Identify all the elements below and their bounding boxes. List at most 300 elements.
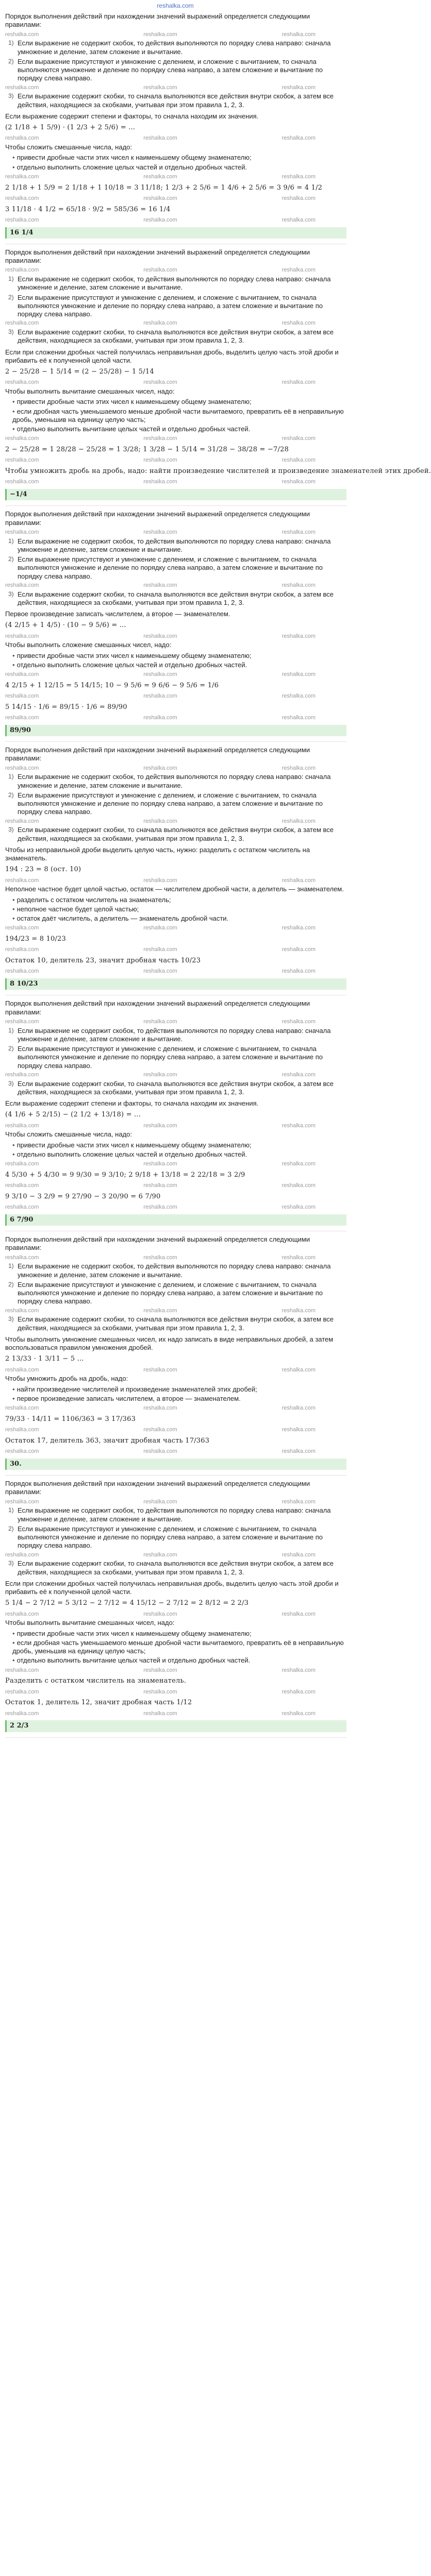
- watermark-text: reshalka.com: [143, 1018, 177, 1025]
- steps-list: [12, 154, 346, 172]
- rule-text: Если выражение содержит скобки, то сначала выполняются все действия внутри скобок, а затем все действия, находящиеся за скобками, учитывая при этом правила 1, 2, 3.: [18, 328, 334, 345]
- watermark-text: reshalka.com: [5, 1018, 39, 1025]
- watermark-text: reshalka.com: [5, 765, 39, 771]
- answer-box: [5, 978, 346, 990]
- watermark-text: reshalka.com: [5, 135, 39, 142]
- intro-text: Порядок выполнения действий при нахождении значений выражений определяется следующими правилами:: [5, 12, 310, 29]
- watermark-row: [5, 1019, 346, 1026]
- watermark-text: reshalka.com: [5, 1122, 39, 1129]
- watermark-text: reshalka.com: [143, 195, 177, 201]
- rule-number: 2): [8, 791, 14, 799]
- answer-value: 2 2/3: [10, 1722, 29, 1730]
- watermark-text: reshalka.com: [281, 1611, 316, 1617]
- formula-line: Чтобы умножить дробь на дробь, надо: найти произведение числителей и произведение знаменателей этих дробей.: [5, 467, 431, 475]
- rule-text: Если выражение не содержит скобок, то действия выполняются по порядку слева направо: сначала умножение и деление, затем сложение и вычитание.: [18, 537, 331, 553]
- formula-line: 5 1/4 − 2 7/12 = 5 3/12 − 2 7/12 = 4 15/12 − 2 7/12 = 2 8/12 = 2 2/3: [5, 1599, 249, 1607]
- answer-box: [5, 227, 346, 239]
- watermark-row: [5, 135, 346, 142]
- step-bullet: •: [12, 425, 15, 433]
- step-text: найти произведение числителей и произведение знаменателей этих дробей;: [16, 1385, 257, 1393]
- step-bullet: •: [12, 914, 15, 922]
- watermark-text: reshalka.com: [281, 1182, 316, 1189]
- rule-text: Если выражение содержит скобки, то сначала выполняются все действия внутри скобок, а затем все действия, находящиеся за скобками, учитывая при этом правила 1, 2, 3.: [18, 1315, 334, 1332]
- section-divider: [5, 505, 346, 506]
- watermark-row: [5, 1689, 346, 1696]
- watermark-text: reshalka.com: [143, 479, 177, 485]
- steps-list: [12, 398, 346, 433]
- solution-block: [5, 12, 346, 244]
- watermark-text: reshalka.com: [5, 479, 39, 485]
- rule-number: 1): [8, 773, 14, 781]
- watermark-text: reshalka.com: [281, 267, 316, 274]
- watermark-text: reshalka.com: [281, 1667, 316, 1673]
- step-item: [12, 408, 346, 425]
- watermark-text: reshalka.com: [5, 1254, 39, 1261]
- step-item: [12, 905, 346, 913]
- document-body: [0, 12, 431, 1738]
- watermark-text: reshalka.com: [281, 529, 316, 535]
- step-bullet: •: [12, 1638, 15, 1647]
- steps-title: Неполное частное будет целой частью, остаток — числителем дробной части, а делитель — знаменателем.: [5, 885, 344, 893]
- rule-item: [8, 1262, 346, 1279]
- watermark-text: reshalka.com: [281, 693, 316, 699]
- formula-line: 2 13/33 · 1 3/11 − 5 ...: [5, 1355, 84, 1363]
- watermark-row: [5, 1161, 346, 1168]
- rule-number: 3): [8, 826, 14, 834]
- rule-item: [8, 1027, 346, 1044]
- step-bullet: •: [12, 895, 15, 904]
- watermark-text: reshalka.com: [143, 877, 177, 884]
- answer-box: [5, 725, 346, 736]
- watermark-text: reshalka.com: [143, 1688, 177, 1695]
- formula-line: 4 2/15 + 1 12/15 = 5 14/15; 10 − 9 5/6 = 9 6/6 − 9 5/6 = 1/6: [5, 681, 219, 689]
- rule-item: [8, 555, 346, 581]
- watermark-text: reshalka.com: [5, 1204, 39, 1210]
- watermark-row: [5, 1072, 346, 1079]
- rule-text: Если выражение присутствуют и умножение с делением, и сложение с вычитанием, то сначала выполняются умножение и деление по порядку слева направо, а затем сложение и вычитание по порядку слева направо.: [18, 293, 323, 318]
- watermark-text: reshalka.com: [281, 1366, 316, 1373]
- watermark-text: reshalka.com: [281, 1307, 316, 1314]
- watermark-row: [5, 1308, 346, 1315]
- answer-value: −1/4: [10, 490, 27, 498]
- rule-number: 1): [8, 275, 14, 282]
- answer-box: [5, 489, 346, 500]
- watermark-text: reshalka.com: [143, 173, 177, 180]
- watermark-text: reshalka.com: [143, 1122, 177, 1129]
- watermark-text: reshalka.com: [5, 320, 39, 327]
- step-text: отдельно выполнить сложение целых частей и отдельно дробных частей.: [16, 163, 247, 171]
- step-item: [12, 425, 346, 433]
- rule-text: Если выражение содержит скобки, то сначала выполняются все действия внутри скобок, а затем все действия, находящиеся за скобками, учитывая при этом правила 1, 2, 3.: [18, 1560, 334, 1576]
- step-item: [12, 914, 346, 923]
- rule-number: 3): [8, 1315, 14, 1323]
- watermark-text: reshalka.com: [281, 968, 316, 975]
- watermark-text: reshalka.com: [5, 946, 39, 953]
- watermark-text: reshalka.com: [143, 765, 177, 771]
- step-item: [12, 1656, 346, 1665]
- step-bullet: •: [12, 1629, 15, 1637]
- rule-item: [8, 590, 346, 607]
- step-text: отдельно выполнить вычитание целых частей и отдельно дробных частей.: [16, 1656, 251, 1665]
- task-note: Чтобы из неправильной дроби выделить целую часть, нужно: разделить с остатком числитель на знаменатель.: [5, 845, 310, 862]
- rule-item: [8, 1525, 346, 1550]
- watermark-row: [5, 1367, 346, 1374]
- step-bullet: •: [12, 154, 15, 162]
- task-note: Если выражение содержит степени и факторы, то сначала находим их значения.: [5, 112, 259, 120]
- watermark-text: reshalka.com: [5, 267, 39, 274]
- watermark-row: [5, 1405, 346, 1412]
- rule-text: Если выражение присутствуют и умножение с делением, и сложение с вычитанием, то сначала выполняются умножение и деление по порядку слева направо, а затем сложение и вычитание по порядку слева направо.: [18, 1280, 323, 1306]
- steps-list: [12, 652, 346, 670]
- rule-item: [8, 1315, 346, 1332]
- watermark-text: reshalka.com: [281, 1254, 316, 1261]
- watermark-text: reshalka.com: [281, 216, 316, 223]
- watermark-row: [5, 217, 346, 224]
- rule-item: [8, 92, 346, 109]
- watermark-text: reshalka.com: [281, 925, 316, 931]
- rule-item: [8, 791, 346, 817]
- watermark-text: reshalka.com: [281, 135, 316, 142]
- watermark-text: reshalka.com: [143, 267, 177, 274]
- formula-line: 2 − 25/28 = 1 28/28 − 25/28 = 1 3/28; 1 3/28 − 1 5/14 = 31/28 − 38/28 = −7/28: [5, 446, 289, 453]
- intro-text: Порядок выполнения действий при нахождении значений выражений определяется следующими правилами:: [5, 999, 310, 1016]
- watermark-text: reshalka.com: [281, 1071, 316, 1078]
- rule-number: 2): [8, 1280, 14, 1288]
- step-text: отдельно выполнить сложение целых частей и отдельно дробных частей.: [16, 660, 247, 669]
- watermark-text: reshalka.com: [143, 693, 177, 699]
- rule-text: Если выражение не содержит скобок, то действия выполняются по порядку слева направо: сначала умножение и деление, затем сложение и вычитание.: [18, 275, 331, 292]
- intro-text: Порядок выполнения действий при нахождении значений выражений определяется следующими правилами:: [5, 1235, 310, 1252]
- steps-title: Чтобы умножить дробь на дробь, надо:: [5, 1375, 128, 1383]
- watermark-row: [5, 633, 346, 640]
- step-text: разделить с остатком числитель на знаменатель;: [16, 895, 171, 904]
- watermark-row: [5, 479, 346, 486]
- rule-item: [8, 1080, 346, 1097]
- watermark-text: reshalka.com: [281, 633, 316, 639]
- watermark-text: reshalka.com: [5, 1366, 39, 1373]
- watermark-row: [5, 320, 346, 327]
- step-item: [12, 1630, 346, 1638]
- formula-line: Разделить с остатком числитель на знаменатель.: [5, 1677, 187, 1685]
- rule-text: Если выражение содержит скобки, то сначала выполняются все действия внутри скобок, а затем все действия, находящиеся за скобками, учитывая при этом правила 1, 2, 3.: [18, 826, 334, 842]
- watermark-text: reshalka.com: [5, 715, 39, 721]
- rule-text: Если выражение не содержит скобок, то действия выполняются по порядку слева направо: сначала умножение и деление, затем сложение и вычитание.: [18, 773, 331, 789]
- watermark-text: reshalka.com: [281, 379, 316, 386]
- watermark-text: reshalka.com: [5, 1710, 39, 1717]
- formula-line: 9 3/10 − 3 2/9 = 9 27/90 − 3 20/90 = 6 7/90: [5, 1192, 161, 1200]
- rule-text: Если выражение содержит скобки, то сначала выполняются все действия внутри скобок, а затем все действия, находящиеся за скобками, учитывая при этом правила 1, 2, 3.: [18, 590, 334, 606]
- watermark-text: reshalka.com: [143, 1366, 177, 1373]
- step-item: [12, 154, 346, 162]
- watermark-text: reshalka.com: [5, 671, 39, 677]
- step-bullet: •: [12, 407, 15, 415]
- watermark-text: reshalka.com: [281, 1427, 316, 1433]
- rule-item: [8, 537, 346, 554]
- step-item: [12, 1639, 346, 1656]
- watermark-text: reshalka.com: [143, 946, 177, 953]
- watermark-row: [5, 1255, 346, 1262]
- rule-number: 1): [8, 1262, 14, 1270]
- step-bullet: •: [12, 651, 15, 659]
- step-text: привести дробные части этих чисел к наименьшему общему знаменателю;: [16, 398, 252, 406]
- watermark-text: reshalka.com: [281, 877, 316, 884]
- step-bullet: •: [12, 905, 15, 913]
- watermark-text: reshalka.com: [281, 457, 316, 464]
- rule-item: [8, 1506, 346, 1523]
- watermark-text: reshalka.com: [5, 968, 39, 975]
- task-note: Если при сложении дробных частей получилась неправильная дробь, выделить целую часть этой дроби и прибавить её к полученной целой части.: [5, 1579, 339, 1596]
- formula-line: 5 14/15 · 1/6 = 89/15 · 1/6 = 89/90: [5, 703, 127, 711]
- watermark-text: reshalka.com: [281, 320, 316, 327]
- site-header[interactable]: [0, 0, 351, 11]
- steps-list: [12, 1630, 346, 1665]
- watermark-text: reshalka.com: [143, 1182, 177, 1189]
- steps-title: Чтобы выполнить вычитание смешанных чисел, надо:: [5, 387, 175, 395]
- watermark-text: reshalka.com: [143, 135, 177, 142]
- section-divider: [5, 1737, 346, 1738]
- watermark-text: reshalka.com: [281, 479, 316, 485]
- watermark-text: reshalka.com: [5, 1071, 39, 1078]
- solution-block: [5, 1480, 346, 1738]
- watermark-text: reshalka.com: [5, 582, 39, 588]
- rule-text: Если выражение не содержит скобок, то действия выполняются по порядку слева направо: сначала умножение и деление, затем сложение и вычитание.: [18, 1262, 331, 1279]
- rule-item: [8, 275, 346, 292]
- formula-line: 2 − 25/28 − 1 5/14 = (2 − 25/28) − 1 5/14: [5, 368, 154, 376]
- watermark-text: reshalka.com: [143, 1405, 177, 1411]
- rule-number: 1): [8, 1506, 14, 1514]
- watermark-text: reshalka.com: [143, 1551, 177, 1558]
- formula-line: 194/23 = 8 10/23: [5, 935, 66, 943]
- rule-item: [8, 826, 346, 843]
- watermark-text: reshalka.com: [281, 1204, 316, 1210]
- watermark-row: [5, 195, 346, 202]
- watermark-text: reshalka.com: [5, 435, 39, 442]
- watermark-text: reshalka.com: [281, 435, 316, 442]
- watermark-text: reshalka.com: [5, 529, 39, 535]
- watermark-text: reshalka.com: [5, 379, 39, 386]
- watermark-text: reshalka.com: [5, 1498, 39, 1505]
- formula-line: 4 5/30 + 5 4/30 = 9 9/30 = 9 3/10; 2 9/18 + 13/18 = 2 22/18 = 3 2/9: [5, 1171, 245, 1179]
- rule-text: Если выражение присутствуют и умножение с делением, и сложение с вычитанием, то сначала выполняются умножение и деление по порядку слева направо, а затем сложение и вычитание по порядку слева направо.: [18, 1524, 323, 1550]
- step-text: если дробная часть уменьшаемого меньше дробной части вычитаемого, превратить её в неправильную дробь, уменьшив на единицу целую часть;: [12, 1638, 344, 1655]
- watermark-text: reshalka.com: [281, 84, 316, 91]
- step-bullet: •: [12, 1385, 15, 1393]
- solution-block: [5, 510, 346, 742]
- watermark-text: reshalka.com: [143, 671, 177, 677]
- watermark-row: [5, 693, 346, 700]
- watermark-row: [5, 31, 346, 39]
- watermark-text: reshalka.com: [281, 715, 316, 721]
- watermark-row: [5, 379, 346, 386]
- watermark-text: reshalka.com: [5, 877, 39, 884]
- watermark-row: [5, 968, 346, 975]
- step-bullet: •: [12, 163, 15, 171]
- steps-title: Чтобы сложить смешанные числа, надо:: [5, 143, 132, 151]
- task-note: Первое произведение записать числителем, а второе — знаменателем.: [5, 610, 230, 618]
- rule-number: 2): [8, 555, 14, 563]
- steps-list: [12, 1141, 346, 1159]
- watermark-text: reshalka.com: [5, 457, 39, 464]
- answer-box: [5, 1459, 346, 1470]
- rule-text: Если выражение не содержит скобок, то действия выполняются по порядку слева направо: сначала умножение и деление, затем сложение и вычитание.: [18, 1026, 331, 1043]
- watermark-text: reshalka.com: [5, 633, 39, 639]
- formula-line: (2 1/18 + 1 5/9) · (1 2/3 + 2 5/6) = ...: [5, 124, 136, 131]
- rule-text: Если выражение присутствуют и умножение с делением, и сложение с вычитанием, то сначала выполняются умножение и деление по порядку слева направо, а затем сложение и вычитание по порядку слева направо.: [18, 791, 323, 816]
- watermark-text: reshalka.com: [143, 925, 177, 931]
- rule-number: 3): [8, 92, 14, 100]
- watermark-text: reshalka.com: [5, 173, 39, 180]
- watermark-row: [5, 877, 346, 885]
- watermark-text: reshalka.com: [5, 1182, 39, 1189]
- rule-number: 1): [8, 537, 14, 545]
- task-note: Если при сложении дробных частей получилась неправильная дробь, выделить целую часть этой дроби и прибавить её к полученной целой части.: [5, 348, 339, 364]
- rule-number: 3): [8, 590, 14, 598]
- answer-value: 30.: [10, 1460, 22, 1468]
- rule-item: [8, 1560, 346, 1577]
- watermark-text: reshalka.com: [281, 173, 316, 180]
- watermark-text: reshalka.com: [5, 925, 39, 931]
- watermark-text: reshalka.com: [143, 216, 177, 223]
- site-header-link[interactable]: reshalka.com: [157, 2, 194, 9]
- solution-block: [5, 999, 346, 1231]
- watermark-text: reshalka.com: [5, 1667, 39, 1673]
- watermark-text: reshalka.com: [5, 1405, 39, 1411]
- watermark-text: reshalka.com: [143, 818, 177, 824]
- answer-box: [5, 1720, 346, 1732]
- formula-line: (4 1/6 + 5 2/15) − (2 1/2 + 13/18) = ...: [5, 1111, 141, 1119]
- rule-number: 2): [8, 57, 14, 65]
- watermark-row: [5, 1499, 346, 1506]
- watermark-text: reshalka.com: [281, 818, 316, 824]
- watermark-text: reshalka.com: [281, 1161, 316, 1167]
- watermark-text: reshalka.com: [143, 968, 177, 975]
- watermark-row: [5, 1667, 346, 1674]
- watermark-text: reshalka.com: [143, 1448, 177, 1454]
- watermark-text: reshalka.com: [5, 1448, 39, 1454]
- step-text: если дробная часть уменьшаемого меньше дробной части вычитаемого, превратить её в неправильную дробь, уменьшив на единицу целую часть;: [12, 407, 344, 423]
- watermark-text: reshalka.com: [5, 1551, 39, 1558]
- solution-block: [5, 746, 346, 995]
- step-text: привести дробные части этих чисел к наименьшему общему знаменателю;: [16, 1629, 252, 1637]
- rule-number: 3): [8, 1079, 14, 1087]
- watermark-text: reshalka.com: [143, 1071, 177, 1078]
- step-text: привести дробные части этих чисел к наименьшему общему знаменателю;: [16, 651, 252, 659]
- formula-line: 2 1/18 + 1 5/9 = 2 1/18 + 1 10/18 = 3 11/18; 1 2/3 + 2 5/6 = 1 4/6 + 2 5/6 = 3 9/6 = 4 1/2: [5, 183, 323, 192]
- watermark-text: reshalka.com: [281, 765, 316, 771]
- steps-title: Чтобы выполнить вычитание смешанных чисел, надо:: [5, 1619, 175, 1627]
- steps-list: [12, 896, 346, 923]
- watermark-text: reshalka.com: [5, 1161, 39, 1167]
- rule-text: Если выражение не содержит скобок, то действия выполняются по порядку слева направо: сначала умножение и деление, затем сложение и вычитание.: [18, 1506, 331, 1523]
- watermark-row: [5, 457, 346, 464]
- intro-text: Порядок выполнения действий при нахождении значений выражений определяется следующими правилами:: [5, 248, 310, 264]
- solution-block: [5, 1235, 346, 1476]
- rule-item: [8, 1281, 346, 1306]
- watermark-text: reshalka.com: [281, 195, 316, 201]
- watermark-text: reshalka.com: [281, 1551, 316, 1558]
- watermark-row: [5, 925, 346, 932]
- step-item: [12, 1395, 346, 1403]
- watermark-row: [5, 1552, 346, 1559]
- rule-text: Если выражение присутствуют и умножение с делением, и сложение с вычитанием, то сначала выполняются умножение и деление по порядку слева направо, а затем сложение и вычитание по порядку слева направо.: [18, 555, 323, 580]
- watermark-text: reshalka.com: [5, 1688, 39, 1695]
- rule-number: 1): [8, 1026, 14, 1034]
- formula-line: Остаток 17, делитель 363, значит дробная часть 17/363: [5, 1436, 210, 1445]
- watermark-text: reshalka.com: [5, 216, 39, 223]
- watermark-row: [5, 267, 346, 274]
- watermark-text: reshalka.com: [143, 1667, 177, 1673]
- rule-number: 2): [8, 293, 14, 301]
- watermark-row: [5, 529, 346, 536]
- watermark-text: reshalka.com: [143, 1710, 177, 1717]
- solution-block: [5, 248, 431, 506]
- rule-text: Если выражение содержит скобки, то сначала выполняются все действия внутри скобок, а затем все действия, находящиеся за скобками, учитывая при этом правила 1, 2, 3.: [18, 92, 334, 109]
- step-item: [12, 896, 346, 904]
- rule-item: [8, 773, 346, 790]
- step-bullet: •: [12, 660, 15, 669]
- rule-text: Если выражение не содержит скобок, то действия выполняются по порядку слева направо: сначала умножение и деление, затем сложение и вычитание.: [18, 39, 331, 56]
- watermark-text: reshalka.com: [281, 1405, 316, 1411]
- watermark-text: reshalka.com: [5, 1611, 39, 1617]
- watermark-text: reshalka.com: [281, 1448, 316, 1454]
- rule-item: [8, 58, 346, 83]
- rule-item: [8, 39, 346, 56]
- watermark-row: [5, 1123, 346, 1130]
- answer-box: [5, 1214, 346, 1226]
- rule-number: 2): [8, 1524, 14, 1532]
- watermark-row: [5, 1710, 346, 1718]
- watermark-text: reshalka.com: [5, 31, 39, 38]
- formula-line: 194 : 23 = 8 (ост. 10): [5, 866, 81, 874]
- watermark-row: [5, 174, 346, 181]
- watermark-text: reshalka.com: [143, 31, 177, 38]
- step-text: первое произведение записать числителем, а второе — знаменателем.: [16, 1394, 241, 1402]
- watermark-text: reshalka.com: [5, 195, 39, 201]
- watermark-row: [5, 946, 346, 954]
- watermark-row: [5, 582, 346, 589]
- watermark-text: reshalka.com: [143, 715, 177, 721]
- rule-item: [8, 328, 346, 345]
- watermark-text: reshalka.com: [281, 31, 316, 38]
- step-item: [12, 163, 346, 172]
- watermark-text: reshalka.com: [281, 1498, 316, 1505]
- watermark-text: reshalka.com: [143, 1307, 177, 1314]
- step-bullet: •: [12, 398, 15, 406]
- watermark-text: reshalka.com: [281, 1710, 316, 1717]
- task-note: Чтобы выполнить умножение смешанных чисел, их надо записать в виде неправильных дробей, а затем воспользоваться правилом умножения дробей.: [5, 1335, 334, 1351]
- watermark-row: [5, 818, 346, 825]
- intro-text: Порядок выполнения действий при нахождении значений выражений определяется следующими правилами:: [5, 746, 310, 762]
- rule-text: Если выражение содержит скобки, то сначала выполняются все действия внутри скобок, а затем все действия, находящиеся за скобками, учитывая при этом правила 1, 2, 3.: [18, 1079, 334, 1096]
- step-text: отдельно выполнить вычитание целых частей и отдельно дробных частей.: [16, 425, 251, 433]
- watermark-text: reshalka.com: [143, 1427, 177, 1433]
- watermark-text: reshalka.com: [143, 435, 177, 442]
- watermark-row: [5, 671, 346, 679]
- watermark-text: reshalka.com: [5, 693, 39, 699]
- watermark-text: reshalka.com: [281, 671, 316, 677]
- watermark-row: [5, 1182, 346, 1190]
- rule-number: 3): [8, 328, 14, 335]
- watermark-text: reshalka.com: [143, 529, 177, 535]
- watermark-text: reshalka.com: [5, 818, 39, 824]
- steps-title: Чтобы выполнить сложение смешанных чисел, надо:: [5, 641, 172, 649]
- watermark-text: reshalka.com: [5, 1307, 39, 1314]
- step-text: неполное частное будет целой частью;: [16, 905, 139, 913]
- rule-number: 3): [8, 1560, 14, 1567]
- watermark-row: [5, 1611, 346, 1618]
- watermark-text: reshalka.com: [143, 1161, 177, 1167]
- answer-value: 89/90: [10, 726, 31, 734]
